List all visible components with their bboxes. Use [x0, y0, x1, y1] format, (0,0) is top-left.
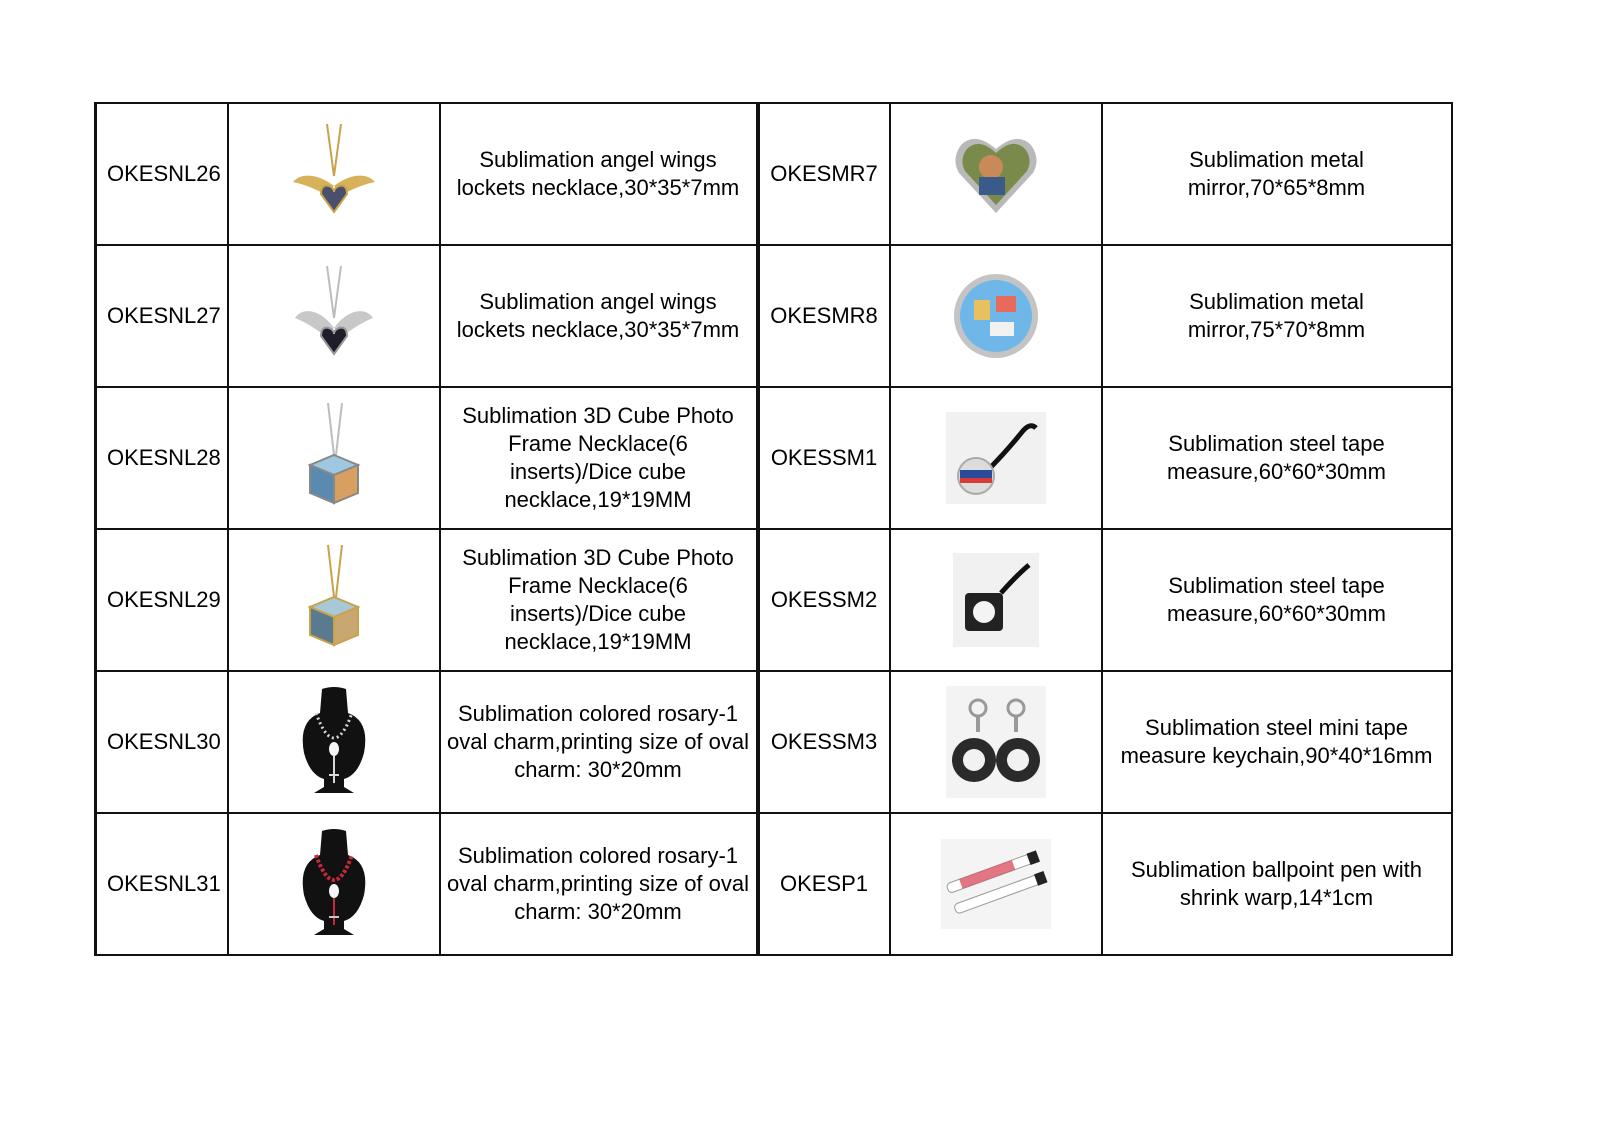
product-code: OKESNL31 — [96, 813, 228, 955]
product-code: OKESSM1 — [758, 387, 890, 529]
table-row — [96, 671, 1452, 813]
tape-measure-image — [946, 412, 1046, 504]
product-code: OKESMR7 — [758, 103, 890, 245]
product-description: Sublimation colored rosary-1 oval charm,printing size of oval charm: 30*20mm — [440, 813, 758, 955]
product-image — [228, 671, 440, 813]
table-row — [96, 245, 1452, 387]
product-description: Sublimation ballpoint pen with shrink warp,14*1cm — [1102, 813, 1452, 955]
product-image — [890, 245, 1102, 387]
product-image — [890, 387, 1102, 529]
product-image — [228, 245, 440, 387]
cube-necklace-image — [294, 403, 374, 513]
product-image — [890, 103, 1102, 245]
table-row — [96, 387, 1452, 529]
angel-wings-locket-image — [289, 266, 379, 366]
product-code: OKESNL26 — [96, 103, 228, 245]
product-image — [228, 387, 440, 529]
product-image — [228, 529, 440, 671]
product-description: Sublimation steel tape measure,60*60*30mm — [1102, 529, 1452, 671]
product-description: Sublimation steel mini tape measure keychain,90*40*16mm — [1102, 671, 1452, 813]
product-code: OKESNL27 — [96, 245, 228, 387]
product-table — [94, 102, 1453, 956]
product-code: OKESSM2 — [758, 529, 890, 671]
angel-wings-locket-image — [289, 124, 379, 224]
product-image — [228, 813, 440, 955]
product-code: OKESNL28 — [96, 387, 228, 529]
product-description: Sublimation metal mirror,70*65*8mm — [1102, 103, 1452, 245]
product-image — [890, 529, 1102, 671]
rosary-bust-image — [294, 825, 374, 943]
product-description: Sublimation 3D Cube Photo Frame Necklace(6 inserts)/Dice cube necklace,19*19MM — [440, 529, 758, 671]
table-row — [96, 813, 1452, 955]
cube-necklace-image — [294, 545, 374, 655]
product-description: Sublimation metal mirror,75*70*8mm — [1102, 245, 1452, 387]
tape-measure-image — [953, 553, 1039, 647]
product-description: Sublimation steel tape measure,60*60*30mm — [1102, 387, 1452, 529]
product-code: OKESNL29 — [96, 529, 228, 671]
product-code: OKESP1 — [758, 813, 890, 955]
rosary-bust-image — [294, 683, 374, 801]
round-mirror-image — [950, 270, 1042, 362]
product-image — [228, 103, 440, 245]
table-row — [96, 529, 1452, 671]
keychain-tape-image — [946, 686, 1046, 798]
product-image — [890, 671, 1102, 813]
product-description: Sublimation 3D Cube Photo Frame Necklace(6 inserts)/Dice cube necklace,19*19MM — [440, 387, 758, 529]
pen-image — [941, 839, 1051, 929]
product-description: Sublimation angel wings lockets necklace,30*35*7mm — [440, 245, 758, 387]
product-code: OKESNL30 — [96, 671, 228, 813]
table-row — [96, 103, 1452, 245]
product-description: Sublimation angel wings lockets necklace,30*35*7mm — [440, 103, 758, 245]
product-image — [890, 813, 1102, 955]
product-code: OKESSM3 — [758, 671, 890, 813]
product-code: OKESMR8 — [758, 245, 890, 387]
product-description: Sublimation colored rosary-1 oval charm,printing size of oval charm: 30*20mm — [440, 671, 758, 813]
heart-mirror-image — [951, 129, 1041, 219]
